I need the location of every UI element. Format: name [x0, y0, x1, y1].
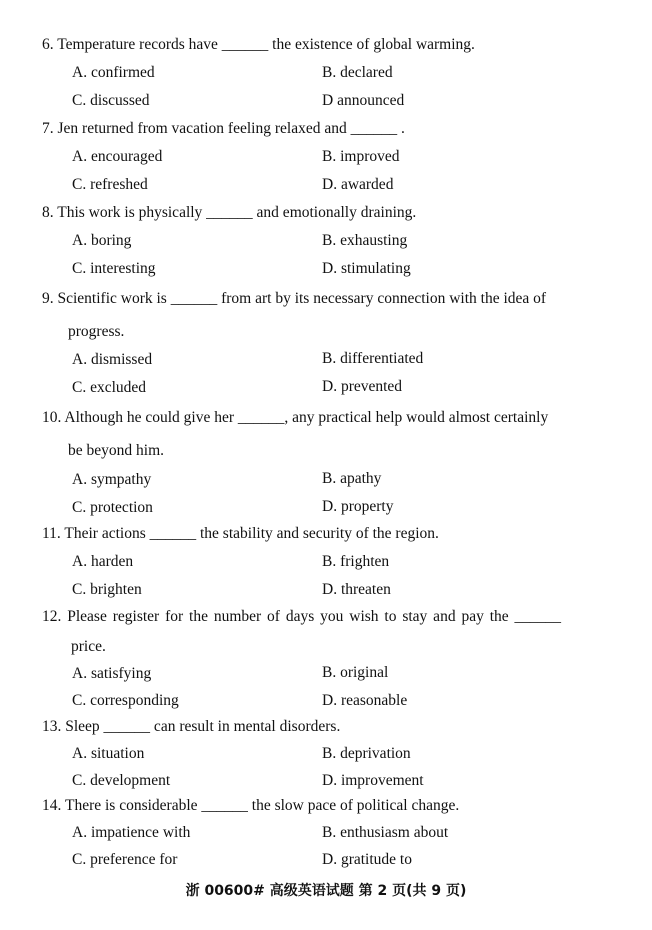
page-footer: 浙 00600# 高级英语试题 第 2 页(共 9 页) — [185, 883, 467, 899]
option-d: D. property — [322, 498, 394, 515]
option-b: B. exhausting — [322, 232, 408, 249]
option-d: D. awarded — [322, 176, 394, 193]
option-a: A. confirmed — [72, 64, 155, 81]
option-c: C. preference for — [72, 851, 178, 868]
option-a: A. encouraged — [72, 148, 163, 165]
option-b: B. apathy — [322, 470, 382, 487]
option-c: C. discussed — [72, 92, 150, 109]
option-d: D. gratitude to — [322, 851, 412, 868]
question-stem: 11. Their actions ______ the stability and security of the region. — [42, 525, 439, 542]
option-b: B. deprivation — [322, 745, 411, 762]
option-d: D. reasonable — [322, 692, 408, 709]
option-c: C. development — [72, 772, 171, 789]
option-c: C. protection — [72, 499, 153, 516]
question-stem-line-1: 10. Although he could give her ______, any practical help would almost certainly — [42, 409, 549, 426]
question-stem-line-2: be beyond him. — [68, 442, 164, 459]
option-c: C. brighten — [72, 581, 142, 598]
option-d: D. threaten — [322, 581, 391, 598]
option-d: D. improvement — [322, 772, 424, 789]
option-a: A. situation — [72, 745, 145, 762]
option-a: A. satisfying — [72, 665, 152, 682]
question-stem: 13. Sleep ______ can result in mental disorders. — [42, 718, 341, 735]
question-stem-line-1: 9. Scientific work is ______ from art by its necessary connection with the idea of — [42, 290, 547, 307]
option-b: B. frighten — [322, 553, 390, 570]
question-stem: 8. This work is physically ______ and emotionally draining. — [42, 204, 417, 221]
option-d: D. prevented — [322, 378, 403, 395]
option-d: D announced — [322, 92, 405, 109]
option-c: C. excluded — [72, 379, 147, 396]
question-stem-line-2: progress. — [68, 323, 125, 340]
option-a: A. impatience with — [72, 824, 191, 841]
option-b: B. enthusiasm about — [322, 824, 449, 841]
option-c: C. interesting — [72, 260, 156, 277]
option-b: B. improved — [322, 148, 400, 165]
question-stem: 6. Temperature records have ______ the existence of global warming. — [42, 36, 475, 53]
option-c: C. refreshed — [72, 176, 148, 193]
option-a: A. dismissed — [72, 351, 153, 368]
question-stem-line-1: 12. Please register for the number of days you wish to stay and pay the ______ — [42, 608, 562, 625]
question-stem: 14. There is considerable ______ the slow pace of political change. — [42, 797, 460, 814]
option-b: B. original — [322, 664, 389, 681]
question-stem: 7. Jen returned from vacation feeling relaxed and ______ . — [42, 120, 405, 137]
option-b: B. declared — [322, 64, 393, 81]
option-a: A. harden — [72, 553, 134, 570]
option-a: A. sympathy — [72, 471, 152, 488]
option-c: C. corresponding — [72, 692, 179, 709]
option-a: A. boring — [72, 232, 132, 249]
option-d: D. stimulating — [322, 260, 411, 277]
question-stem-line-2: price. — [71, 638, 106, 655]
option-b: B. differentiated — [322, 350, 424, 367]
